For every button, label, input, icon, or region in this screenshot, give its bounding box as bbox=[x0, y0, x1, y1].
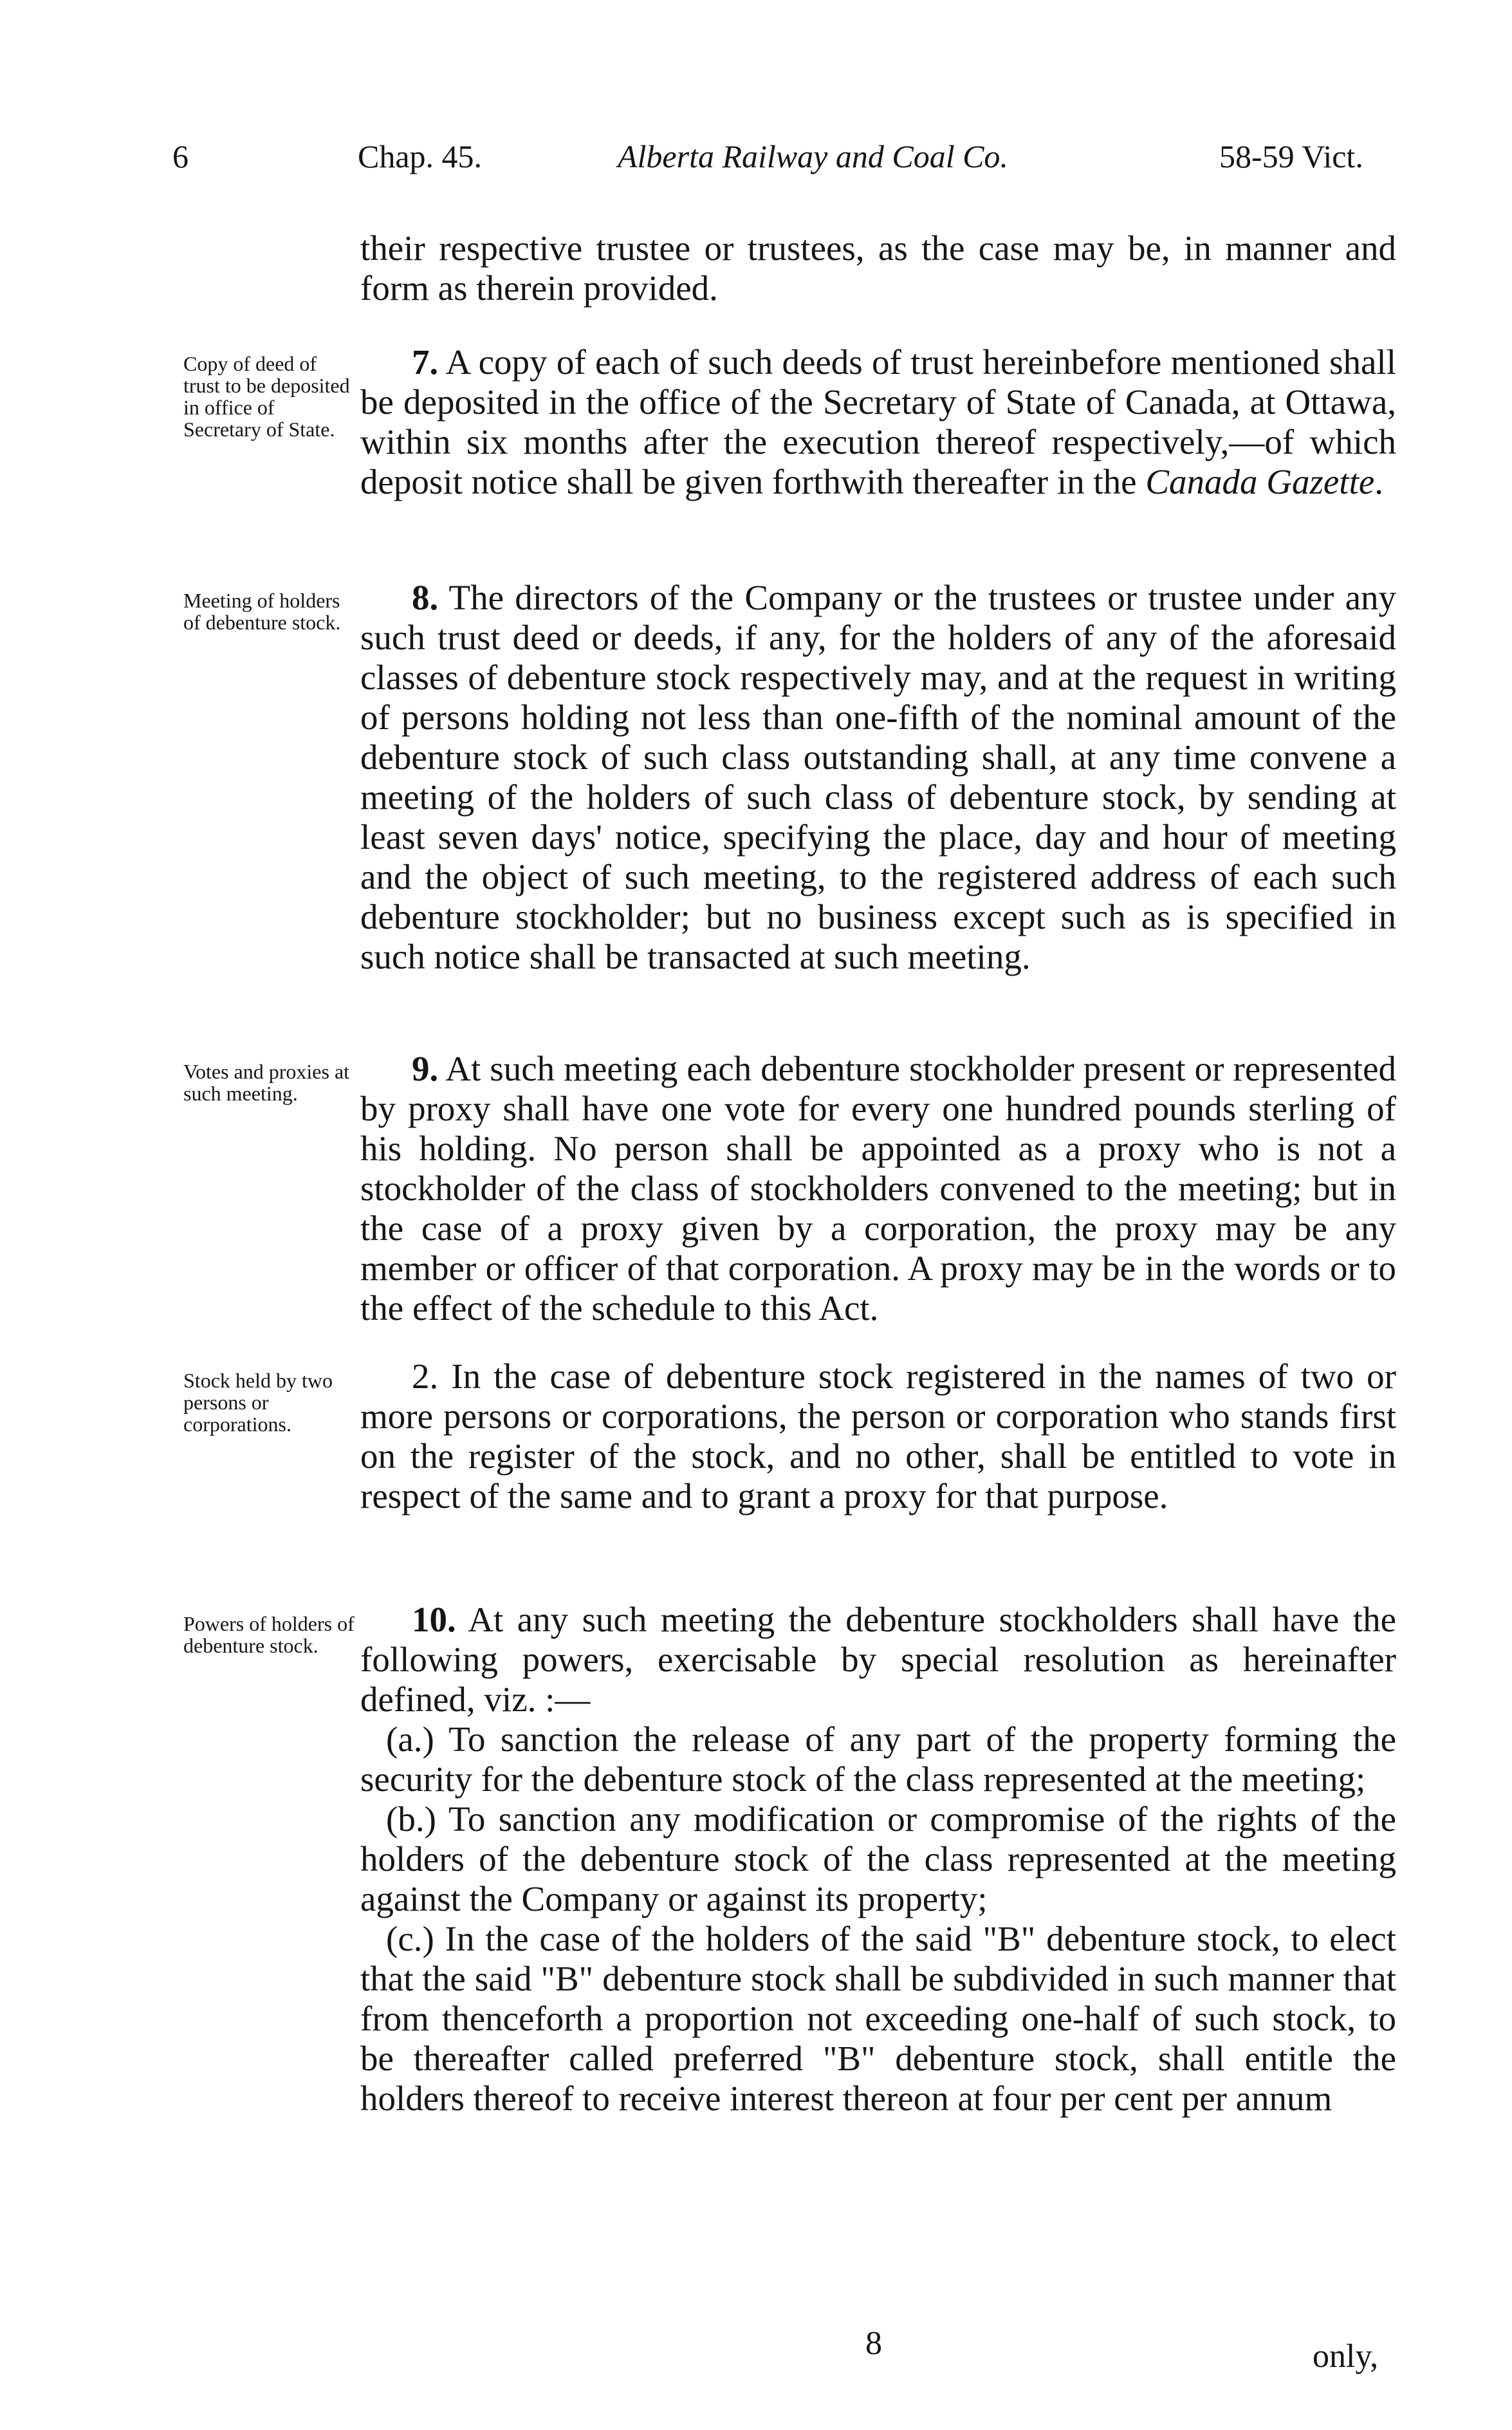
session-year: 58-59 Vict. bbox=[1219, 138, 1363, 174]
section-number: 10. bbox=[412, 1600, 456, 1639]
running-title: Alberta Railway and Coal Co. bbox=[618, 138, 1008, 174]
section-8 bbox=[360, 578, 1396, 977]
margin-note-section-8: Meeting of holders of debenture stock. bbox=[183, 589, 341, 634]
page-number: 6 bbox=[172, 138, 189, 174]
gazette-title: Canada Gazette bbox=[1145, 462, 1375, 501]
subsection-text: 2. In the case of debenture stock registered in the names of two or more persons or corporations, the person or corporation who stands first on the register of the stock, and no other, shall be entitled to vote in respect of the same and to grant a proxy for that purpose. bbox=[360, 1357, 1396, 1516]
section-7 bbox=[360, 342, 1396, 502]
margin-note-section-9-2: Stock held by two persons or corporations. bbox=[183, 1369, 333, 1436]
chapter-label: Chap. 45. bbox=[358, 138, 483, 174]
section-10 bbox=[360, 1600, 1396, 2119]
clause-b: (b.) To sanction any modification or compromise of the rights of the holders of the debenture stock of the class represented at the meeting against the Company or against its property; bbox=[360, 1799, 1396, 1918]
clause-c: (c.) In the case of the holders of the said "B" debenture stock, to elect that the said "B" debenture stock shall be subdivided in such manner that from thenceforth a proportion not exceeding one-half of such stock, to be thereafter called preferred "B" debenture stock, shall entitle the holders thereof to receive interest thereon at four per cent per annum bbox=[360, 1919, 1396, 2118]
section-text: A copy of each of such deeds of trust hereinbefore mentioned shall be deposited in the office of the Secretary of State of Canada, at Ottawa, within six months after the execution thereof respectively,—of which deposit notice shall be given forthwith thereafter in the bbox=[360, 342, 1396, 501]
section-9-subsection-2 bbox=[360, 1357, 1396, 1516]
section-end: . bbox=[1374, 462, 1384, 501]
section-number: 7. bbox=[412, 342, 439, 382]
margin-note-section-7: Copy of deed of trust to be deposited in office of Secretary of State. bbox=[183, 352, 350, 441]
section-number: 9. bbox=[412, 1049, 439, 1088]
section-9 bbox=[360, 1049, 1396, 1328]
section-text: At such meeting each debenture stockholder present or represented by proxy shall have one vote for every one hundred pounds sterling of his holding. No person shall be appointed as a proxy who is not a stockholder of the class of stockholders convened to the meeting; but in the case of a proxy given by a corporation, the proxy may be any member or officer of that corporation. A proxy may be in the words or to the effect of the schedule to this Act. bbox=[360, 1049, 1396, 1328]
carryover-text: their respective trustee or trustees, as the case may be, in manner and form as therein provided. bbox=[360, 228, 1396, 308]
clause-a: (a.) To sanction the release of any part of the property forming the security for the debenture stock of the class represented at the meeting; bbox=[360, 1720, 1396, 1799]
section-text: At any such meeting the debenture stockholders shall have the following powers, exercisable by special resolution as hereinafter defined, viz. :— bbox=[360, 1600, 1396, 1719]
margin-note-section-10: Powers of holders of debenture stock. bbox=[183, 1612, 355, 1657]
printer-signature: 8 bbox=[865, 2325, 882, 2362]
section-number: 8. bbox=[412, 578, 439, 617]
carryover-paragraph bbox=[360, 228, 1396, 308]
margin-note-section-9: Votes and proxies at such meeting. bbox=[183, 1060, 350, 1105]
catchword: only, bbox=[1313, 2338, 1379, 2375]
section-text: The directors of the Company or the trustees or trustee under any such trust deed or deeds, if any, for the holders of any of the aforesaid classes of debenture stock respectively may, and at the request in writing of persons holding not less than one-fifth of the nominal amount of the debenture stock of such class outstanding shall, at any time convene a meeting of the holders of such class of debenture stock, by sending at least seven days' notice, specifying the place, day and hour of meeting and the object of such meeting, to the registered address of each such debenture stockholder; but no business except such as is specified in such notice shall be transacted at such meeting. bbox=[360, 578, 1396, 976]
